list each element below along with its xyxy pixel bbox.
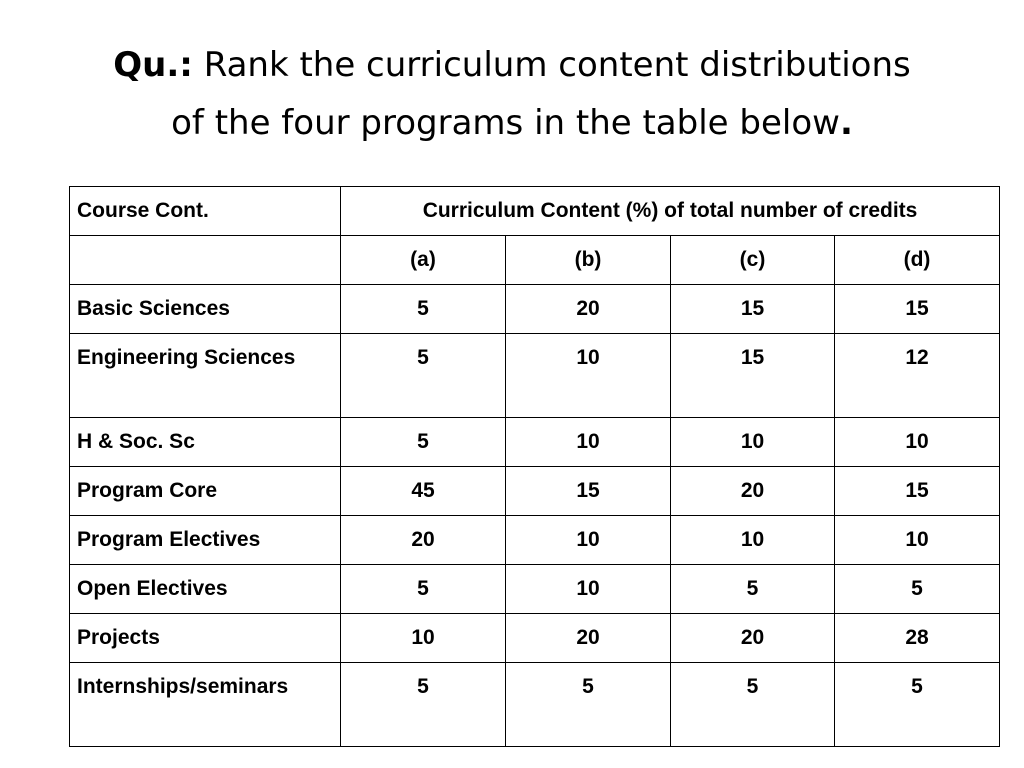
value-cell: 5 [341, 663, 506, 747]
value-cell: 10 [506, 565, 671, 614]
value-cell: 5 [835, 663, 1000, 747]
value-cell: 5 [835, 565, 1000, 614]
course-label: Projects [70, 614, 341, 663]
course-label: Basic Sciences [70, 285, 341, 334]
course-label: Open Electives [70, 565, 341, 614]
value-cell: 15 [671, 285, 835, 334]
question-label: Qu.: [113, 45, 193, 85]
value-cell: 5 [341, 418, 506, 467]
value-cell: 12 [835, 334, 1000, 418]
course-label: Program Core [70, 467, 341, 516]
value-cell: 20 [506, 614, 671, 663]
empty-header-cell [70, 236, 341, 285]
table-row [70, 285, 1000, 334]
table-row [70, 614, 1000, 663]
value-cell: 45 [341, 467, 506, 516]
value-cell: 5 [341, 565, 506, 614]
curriculum-table [69, 186, 1000, 747]
header-row [70, 187, 1000, 236]
value-cell: 20 [506, 285, 671, 334]
value-cell: 5 [341, 334, 506, 418]
course-label: H & Soc. Sc [70, 418, 341, 467]
value-cell: 5 [671, 565, 835, 614]
table-row [70, 418, 1000, 467]
title-period: . [839, 103, 853, 143]
table-row [70, 663, 1000, 747]
value-cell: 20 [671, 467, 835, 516]
value-cell: 15 [506, 467, 671, 516]
value-cell: 5 [671, 663, 835, 747]
program-header-b: (b) [506, 236, 671, 285]
table-row [70, 565, 1000, 614]
value-cell: 5 [506, 663, 671, 747]
value-cell: 15 [671, 334, 835, 418]
value-cell: 20 [341, 516, 506, 565]
value-cell: 10 [506, 334, 671, 418]
value-cell: 10 [671, 516, 835, 565]
program-header-row [70, 236, 1000, 285]
program-header-d: (d) [835, 236, 1000, 285]
program-header-a: (a) [341, 236, 506, 285]
value-cell: 10 [506, 516, 671, 565]
course-label: Internships/seminars [70, 663, 341, 747]
course-label: Program Electives [70, 516, 341, 565]
value-cell: 28 [835, 614, 1000, 663]
value-cell: 20 [671, 614, 835, 663]
corner-header: Course Cont. [70, 187, 341, 236]
title-line-1: Rank the curriculum content distributions [192, 45, 911, 85]
table-row [70, 516, 1000, 565]
span-header: Curriculum Content (%) of total number of credits [341, 187, 1000, 236]
program-header-c: (c) [671, 236, 835, 285]
value-cell: 10 [835, 516, 1000, 565]
title-line-2: of the four programs in the table below [171, 103, 840, 143]
table-row [70, 467, 1000, 516]
value-cell: 5 [341, 285, 506, 334]
table-row [70, 334, 1000, 418]
value-cell: 10 [341, 614, 506, 663]
course-label: Engineering Sciences [70, 334, 341, 418]
value-cell: 10 [506, 418, 671, 467]
value-cell: 10 [835, 418, 1000, 467]
slide-title [40, 36, 984, 152]
value-cell: 15 [835, 285, 1000, 334]
value-cell: 15 [835, 467, 1000, 516]
value-cell: 10 [671, 418, 835, 467]
